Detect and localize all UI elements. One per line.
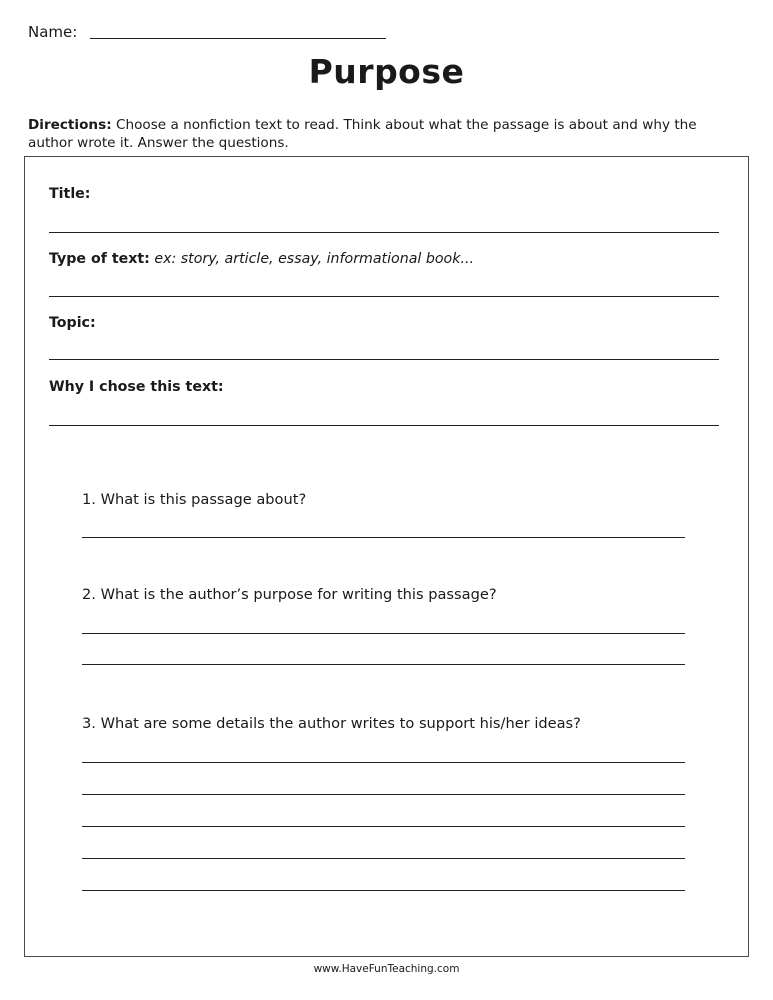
type-hint: ex: story, article, essay, informational book... <box>149 251 474 267</box>
question-3-answer-line-5 <box>82 890 685 891</box>
question-1-answer-line <box>82 537 685 538</box>
question-2-answer-line-1 <box>82 633 685 634</box>
why-answer-line <box>49 425 719 426</box>
worksheet-frame <box>24 156 749 957</box>
name-line <box>90 38 386 39</box>
directions-text: Choose a nonfiction text to read. Think about what the passage is about and why the author wrote it. Answer the questions. <box>28 117 697 151</box>
question-3-answer-line-3 <box>82 826 685 827</box>
topic-field-label: Topic: <box>49 315 96 331</box>
page-title: Purpose <box>308 52 465 91</box>
type-field-label <box>49 249 474 269</box>
question-3-answer-line-1 <box>82 762 685 763</box>
type-label: Type of text: <box>49 251 150 267</box>
title-field-label: Title: <box>49 186 91 202</box>
question-3: 3. What are some details the author writes to support his/her ideas? <box>82 715 581 732</box>
directions <box>28 116 733 152</box>
name-label: Name: <box>28 23 78 41</box>
name-row <box>28 22 398 44</box>
question-2-answer-line-2 <box>82 664 685 665</box>
why-field-label: Why I chose this text: <box>49 379 224 395</box>
title-answer-line <box>49 232 719 233</box>
directions-label: Directions: <box>28 117 112 133</box>
question-3-answer-line-4 <box>82 858 685 859</box>
footer-website: www.HaveFunTeaching.com <box>313 963 460 975</box>
question-2: 2. What is the author’s purpose for writing this passage? <box>82 586 497 603</box>
question-3-answer-line-2 <box>82 794 685 795</box>
topic-answer-line <box>49 359 719 360</box>
question-1: 1. What is this passage about? <box>82 491 307 508</box>
type-answer-line <box>49 296 719 297</box>
